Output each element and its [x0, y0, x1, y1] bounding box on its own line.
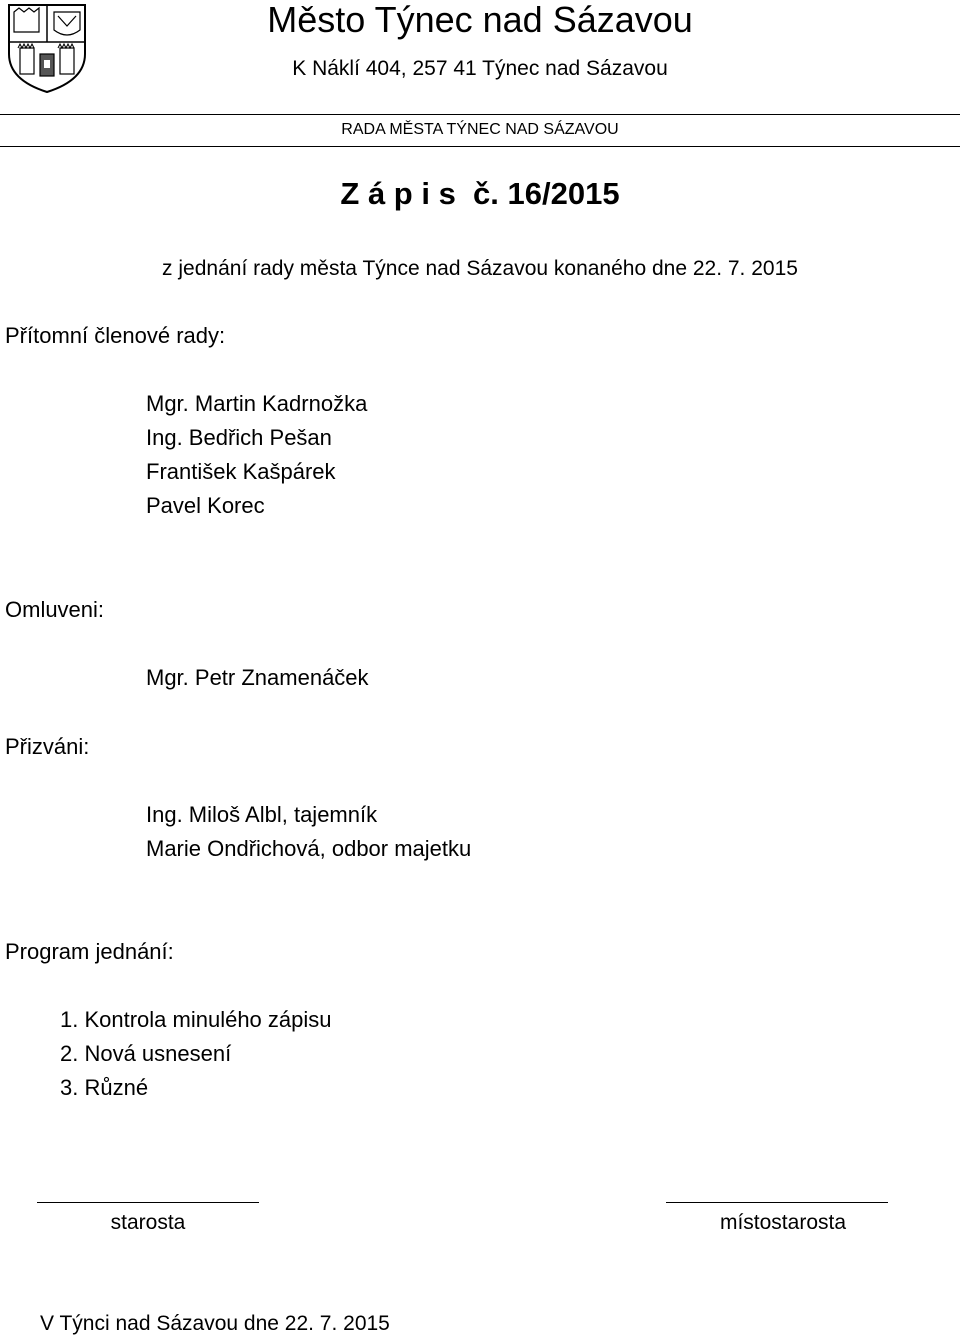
- present-member: Mgr. Martin Kadrnožka: [146, 391, 368, 416]
- program-item: 3. Různé: [60, 1075, 149, 1100]
- present-member: František Kašpárek: [146, 459, 336, 484]
- invited-member: Marie Ondřichová, odbor majetku: [146, 836, 472, 861]
- signature-line-left: [37, 1202, 259, 1203]
- program-item: 2. Nová usnesení: [60, 1041, 232, 1066]
- present-member: Ing. Bedřich Pešan: [146, 425, 332, 450]
- present-label: Přítomní členové rady:: [5, 323, 226, 348]
- municipality-address: K Náklí 404, 257 41 Týnec nad Sázavou: [292, 57, 668, 80]
- program-label: Program jednání:: [5, 939, 174, 964]
- header-rule-top: [0, 114, 960, 115]
- document-title: Z á p i s č. 16/2015: [340, 176, 620, 211]
- signature-label-mayor: starosta: [110, 1211, 186, 1234]
- signature-line-right: [666, 1202, 888, 1203]
- place-and-date: V Týnci nad Sázavou dne 22. 7. 2015: [40, 1312, 390, 1335]
- excused-member: Mgr. Petr Znamenáček: [146, 665, 369, 690]
- program-item: 1. Kontrola minulého zápisu: [60, 1007, 332, 1032]
- document-subtitle: z jednání rady města Týnce nad Sázavou konaného dne 22. 7. 2015: [162, 257, 798, 280]
- signature-label-deputy-mayor: místostarosta: [719, 1211, 847, 1234]
- present-member: Pavel Korec: [146, 493, 265, 518]
- council-name: RADA MĚSTA TÝNEC NAD SÁZAVOU: [341, 121, 619, 138]
- municipality-title: Město Týnec nad Sázavou: [267, 0, 693, 40]
- invited-member: Ing. Miloš Albl, tajemník: [146, 802, 378, 827]
- header-rule-bottom: [0, 146, 960, 147]
- invited-label: Přizváni:: [5, 734, 90, 759]
- excused-label: Omluveni:: [5, 597, 105, 622]
